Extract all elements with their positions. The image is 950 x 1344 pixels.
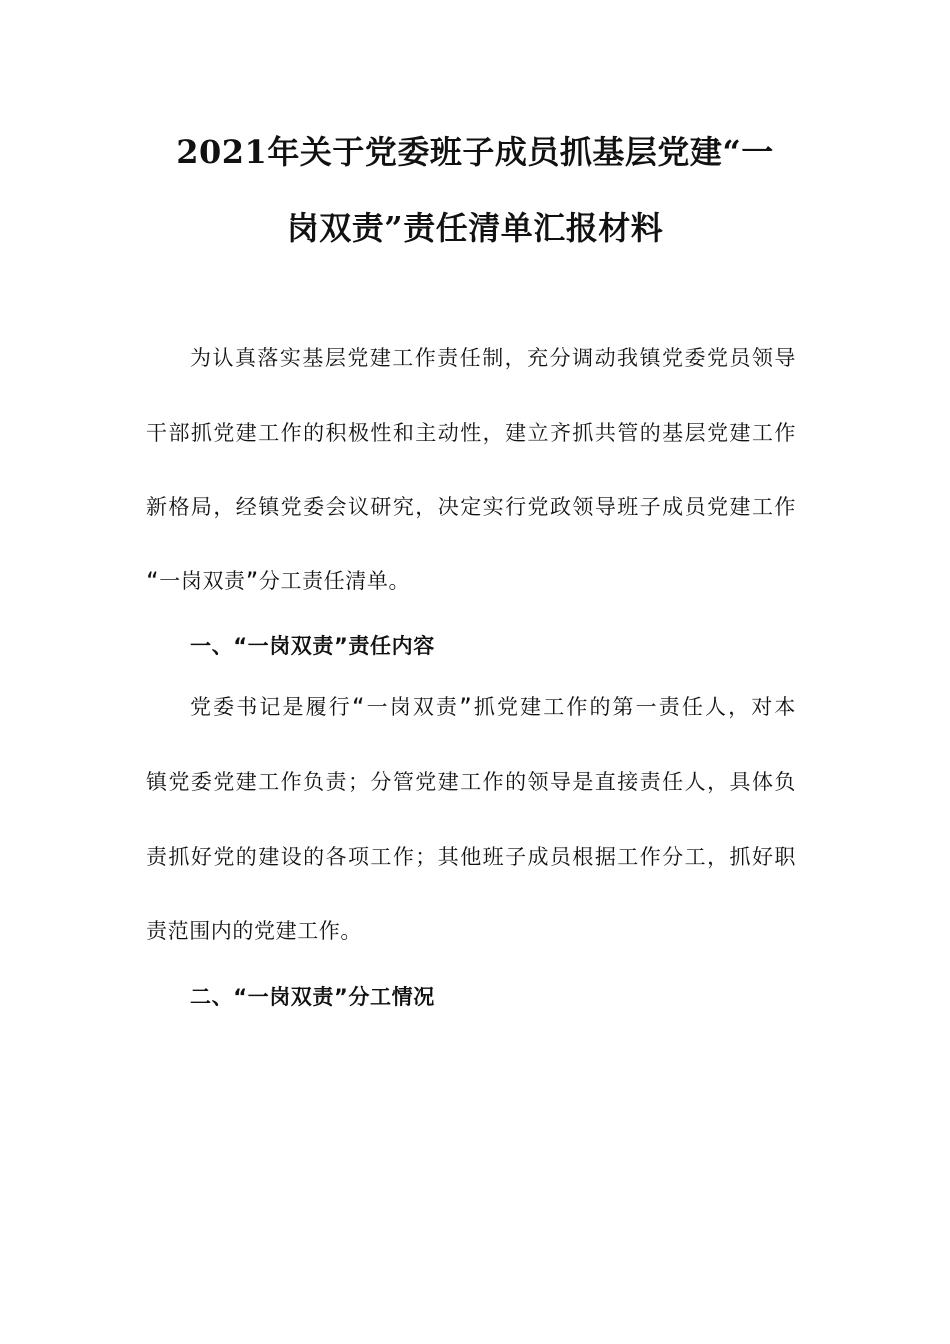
document-title-line-2: 岗双责”责任清单汇报材料 [286,209,664,247]
paragraph-2-line-2: 镇党委党建工作负责；分管党建工作的领导是直接责任人，具体负 [146,770,796,794]
paragraph-1-line-3: 新格局，经镇党委会议研究，决定实行党政领导班子成员党建工作 [146,495,796,519]
paragraph-1-line-4: “一岗双责”分工责任清单。 [146,569,411,593]
paragraph-1-line-1: 为认真落实基层党建工作责任制，充分调动我镇党委党员领导 [190,346,796,370]
section-heading-2: 二、“一岗双责”分工情况 [190,985,435,1009]
paragraph-2-line-1: 党委书记是履行“一岗双责”抓党建工作的第一责任人，对本 [190,695,796,719]
document-title-line-1: 2021年关于党委班子成员抓基层党建“一 [176,133,774,171]
paragraph-2-line-3: 责抓好党的建设的各项工作；其他班子成员根据工作分工，抓好职 [146,845,796,869]
section-heading-1: 一、“一岗双责”责任内容 [190,634,435,658]
paragraph-1-line-2: 干部抓党建工作的积极性和主动性，建立齐抓共管的基层党建工作 [146,421,796,445]
paragraph-2-line-4: 责范围内的党建工作。 [146,919,362,943]
